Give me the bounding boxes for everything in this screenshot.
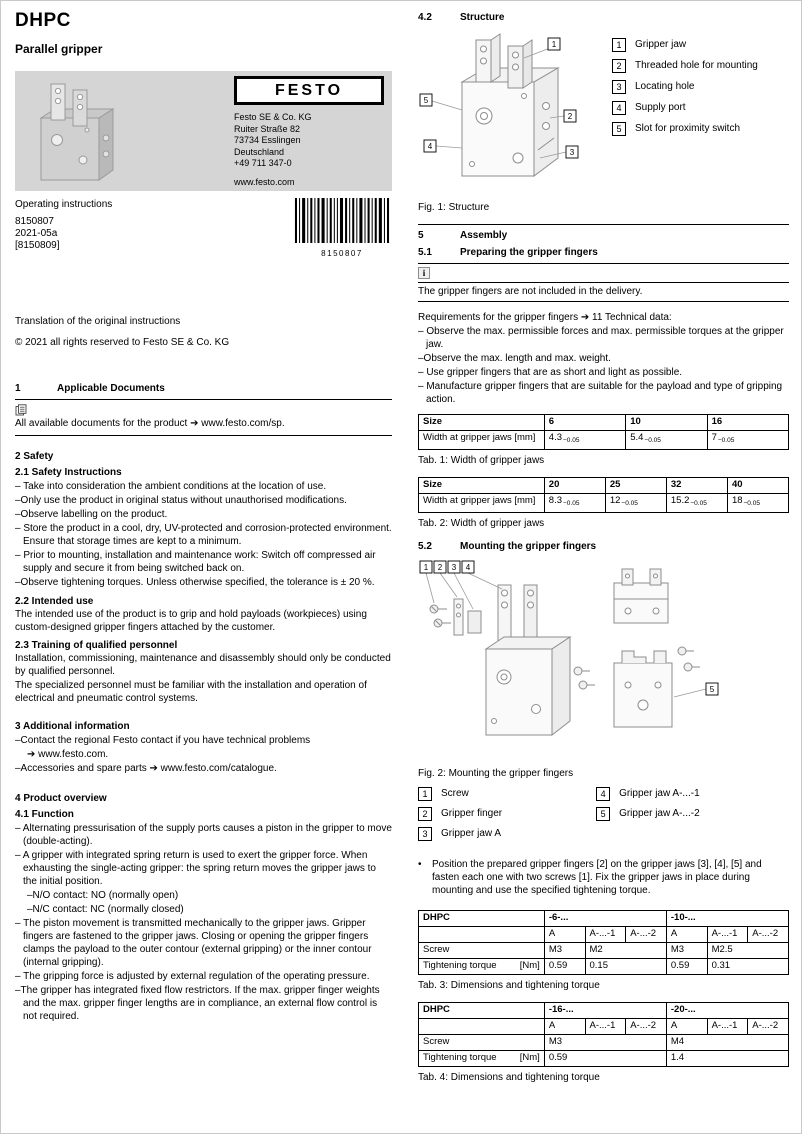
table-cell: 25	[605, 478, 666, 494]
doc-subtitle: Parallel gripper	[15, 42, 103, 56]
table-cell: Screw	[419, 943, 545, 959]
bullet-icon: •	[418, 859, 422, 870]
figure-callout: 1	[423, 563, 429, 572]
section-3-heading: 3 Additional information	[15, 721, 130, 732]
table-cell: M3	[666, 943, 707, 959]
company-address	[234, 112, 384, 170]
legend-item	[612, 101, 789, 115]
figure-1-caption: Fig. 1: Structure	[418, 202, 490, 213]
section-4-1-heading: 4.1 Function	[15, 809, 74, 820]
figure-2-legend	[418, 787, 789, 841]
order-number: 8150807	[15, 216, 54, 227]
table-cell: 20	[544, 478, 605, 494]
table-cell: M2	[585, 943, 666, 959]
requirement-item: – Manufacture gripper fingers that are suitable for the payload and type of gripping action.	[418, 381, 783, 405]
safety-instruction-item: –Observe labelling on the product.	[15, 509, 168, 520]
table-cell: 10	[626, 415, 707, 431]
barcode	[292, 198, 392, 258]
table-cell: A-...-1	[585, 927, 626, 943]
table-cell: $5.4_{-0.05}$	[626, 431, 707, 450]
requirement-item: – Observe the max. permissible forces and max. permissible torques at the gripper jaw.	[418, 326, 784, 350]
requirements-intro: Requirements for the gripper fingers ➔ 11 Technical data:	[418, 312, 672, 323]
note-text: The gripper fingers are not included in the delivery.	[418, 286, 643, 297]
table-cell: -10-...	[666, 911, 788, 927]
company-name: Festo SE & Co. KG	[234, 112, 312, 122]
address-line: +49 711 347-0	[234, 158, 292, 168]
function-item: – The piston movement is transmitted mechanically to the gripper jaws. Gripper fingers are fastened to the gripper jaws. Closing or opening the gripper fingers clamps the payload to the outer contour (external gripping) or the inner contour (internal gripping).	[15, 918, 372, 968]
table-cell: 0.31	[707, 959, 788, 975]
table-cell: DHPC	[419, 911, 545, 927]
table-cell: A-...-2	[748, 1019, 789, 1035]
table-cell: 6	[544, 415, 625, 431]
safety-instruction-item: – Take into consideration the ambient conditions at the location of use.	[15, 481, 327, 492]
section-5-heading: 5 Assembly	[418, 230, 508, 241]
safety-instruction-item: – Prior to mounting, installation and maintenance work: Switch off compressed air supply and secure it from being switched back on.	[15, 550, 376, 574]
address-line: Ruiter Straße 82	[234, 123, 301, 134]
meta-row	[15, 198, 392, 258]
table-cell: M4	[666, 1035, 788, 1051]
table-cell: $12_{-0.05}$	[605, 494, 666, 513]
function-item: –The gripper has integrated fixed flow restrictors. If the max. gripper finger weights and the max. gripper finger lengths are in compliance, an external flow control is not required.	[15, 985, 380, 1022]
figure-callout: 2	[437, 563, 443, 572]
product-header-panel	[15, 71, 392, 191]
table-1	[418, 414, 789, 450]
document-icon	[15, 404, 28, 416]
section-2-2-heading: 2.2 Intended use	[15, 596, 94, 607]
assembly-step	[418, 858, 789, 897]
section-1-heading: 1 Applicable Documents	[15, 383, 165, 394]
legend-item	[596, 787, 789, 801]
alt-order-number: [8150809]	[15, 240, 60, 251]
figure-callout: 5	[423, 96, 429, 105]
table-cell: 1.4	[666, 1051, 788, 1067]
requirement-item: – Use gripper fingers that are as short and light as possible.	[418, 367, 683, 378]
table-cell: 0.59	[544, 959, 585, 975]
copyright-note: © 2021 all rights reserved to Festo SE & Co. KG	[15, 337, 230, 348]
legend-label: Gripper jaw A-...-1	[619, 788, 700, 799]
legend-number: 1	[418, 787, 432, 801]
table-cell: [Nm] Tightening torque	[419, 959, 545, 975]
table-cell: Width at gripper jaws [mm]	[419, 431, 545, 450]
requirement-item: –Observe the max. length and max. weight.	[418, 353, 611, 364]
figure-2-caption: Fig. 2: Mounting the gripper fingers	[418, 768, 574, 779]
operating-instructions-label: Operating instructions	[15, 199, 113, 210]
table-cell: 16	[707, 415, 788, 431]
section-4-heading: 4 Product overview	[15, 793, 107, 804]
legend-label: Supply port	[635, 102, 686, 113]
legend-item	[612, 59, 789, 73]
figure-callout: 4	[427, 142, 433, 151]
brand-block	[234, 76, 384, 187]
table-4-caption: Tab. 4: Dimensions and tightening torque	[418, 1072, 600, 1083]
figure-2-drawing	[418, 559, 723, 759]
table-3	[418, 910, 789, 975]
divider	[418, 263, 789, 264]
figure-callout: 5	[709, 685, 715, 694]
legend-number: 3	[612, 80, 626, 94]
table-2	[418, 477, 789, 513]
legend-number: 5	[612, 122, 626, 136]
address-line: 73734 Esslingen	[234, 135, 301, 145]
translation-note: Translation of the original instructions	[15, 316, 181, 327]
function-sub-item: –N/C contact: NC (normally closed)	[27, 904, 184, 915]
assembly-step-text: Position the prepared gripper fingers [2] on the gripper jaws [3], [4], [5] and fasten each one with two screws [1]. Fix the gripper jaws in place during mounting and use the specified tightening torque.	[432, 859, 762, 896]
figure-1-legend	[598, 30, 789, 198]
section-2-3-heading: 2.3 Training of qualified personnel	[15, 640, 178, 651]
table-cell: 40	[727, 478, 788, 494]
divider	[418, 224, 789, 225]
legend-number: 5	[596, 807, 610, 821]
table-cell: A	[544, 927, 585, 943]
table-cell: $8.3_{-0.05}$	[544, 494, 605, 513]
applicable-docs-note: All available documents for the product ➔ www.festo.com/sp.	[15, 418, 285, 429]
festo-logo: FESTO	[234, 76, 384, 105]
legend-label: Threaded hole for mounting	[635, 60, 758, 71]
legend-item	[612, 122, 789, 136]
table-cell: A	[544, 1019, 585, 1035]
table-cell: A-...-2	[748, 927, 789, 943]
figure-1	[418, 30, 789, 198]
company-website: www.festo.com	[234, 177, 295, 187]
section-5-2-heading: 5.2 Mounting the gripper fingers	[418, 541, 597, 552]
table-cell: M3	[544, 1035, 666, 1051]
legend-number: 1	[612, 38, 626, 52]
table-cell: [Nm] Tightening torque	[419, 1051, 545, 1067]
additional-info-item: –Accessories and spare parts ➔ www.festo.com/catalogue.	[15, 763, 277, 774]
table-cell: 0.59	[666, 959, 707, 975]
additional-info-link: ➔ www.festo.com.	[27, 749, 109, 760]
table-cell: 32	[666, 478, 727, 494]
section-2-heading: 2 Safety	[15, 451, 54, 462]
function-item: – Alternating pressurisation of the supply ports causes a piston in the gripper to move (double-acting).	[15, 823, 392, 847]
figure-callout: 1	[551, 40, 557, 49]
table-cell: $15.2_{-0.05}$	[666, 494, 727, 513]
legend-number: 3	[418, 827, 432, 841]
table-cell: DHPC	[419, 1003, 545, 1019]
intended-use-text: The intended use of the product is to grip and hold payloads (workpieces) using custom-designed gripper fingers attached by the customer.	[15, 609, 367, 633]
table-2-caption: Tab. 2: Width of gripper jaws	[418, 518, 545, 529]
legend-number: 4	[596, 787, 610, 801]
safety-instruction-item: –Only use the product in original status without unauthorised modifications.	[15, 495, 347, 506]
table-cell: -16-...	[544, 1003, 666, 1019]
version: 2021-05a	[15, 228, 58, 239]
legend-label: Locating hole	[635, 81, 695, 92]
table-cell: A-...-2	[626, 1019, 667, 1035]
address-line: Deutschland	[234, 146, 285, 157]
info-icon: i	[418, 267, 430, 279]
table-cell: $7_{-0.05}$	[707, 431, 788, 450]
table-cell: Size	[419, 478, 545, 494]
table-cell: -6-...	[544, 911, 666, 927]
table-cell: A	[666, 1019, 707, 1035]
legend-number: 4	[612, 101, 626, 115]
section-5-1-heading: 5.1 Preparing the gripper fingers	[418, 247, 598, 258]
legend-label: Gripper jaw A-...-2	[619, 808, 700, 819]
section-4-2-heading: 4.2 Structure	[418, 12, 505, 23]
table-cell: Size	[419, 415, 545, 431]
legend-item	[612, 38, 789, 52]
barcode-stripes	[293, 198, 391, 243]
figure-callout: 3	[569, 148, 575, 157]
table-cell: A-...-2	[626, 927, 667, 943]
table-cell	[419, 1019, 545, 1035]
legend-item	[418, 827, 596, 841]
table-1-caption: Tab. 1: Width of gripper jaws	[418, 455, 545, 466]
additional-info-item: –Contact the regional Festo contact if you have technical problems	[15, 735, 311, 746]
legend-label: Gripper finger	[441, 808, 503, 819]
legend-label: Gripper jaw A	[441, 828, 502, 839]
legend-number: 2	[418, 807, 432, 821]
table-cell: -20-...	[666, 1003, 788, 1019]
divider	[15, 435, 392, 436]
legend-number: 2	[612, 59, 626, 73]
divider	[418, 282, 789, 283]
function-item: – A gripper with integrated spring return is used to exert the gripper force. When exhausting the single-acting gripper: the spring return moves the gripper jaws to the initial position.	[15, 850, 376, 887]
safety-instruction-item: – Store the product in a cool, dry, UV-protected and corrosion-protected environment. Ensure that storage times are kept to a minimum.	[15, 523, 392, 547]
table-cell: A	[666, 927, 707, 943]
table-cell: A-...-1	[585, 1019, 626, 1035]
table-cell: Width at gripper jaws [mm]	[419, 494, 545, 513]
legend-item	[418, 787, 596, 801]
figure-callout: 2	[567, 112, 573, 121]
legend-label: Screw	[441, 788, 469, 799]
table-cell: M3	[544, 943, 585, 959]
table-cell: A-...-1	[707, 927, 748, 943]
figure-1-drawing	[418, 30, 598, 198]
divider	[418, 301, 789, 302]
legend-label: Gripper jaw	[635, 39, 687, 50]
section-2-1-heading: 2.1 Safety Instructions	[15, 467, 122, 478]
legend-item	[418, 807, 596, 821]
legend-label: Slot for proximity switch	[635, 123, 741, 134]
training-text: The specialized personnel must be familiar with the installation and operation of electrical and pneumatic control systems.	[15, 680, 367, 704]
legend-item	[612, 80, 789, 94]
table-cell: A-...-1	[707, 1019, 748, 1035]
table-cell	[419, 927, 545, 943]
table-cell: M2.5	[707, 943, 788, 959]
table-cell: 0.15	[585, 959, 666, 975]
barcode-number: 8150807	[321, 249, 363, 258]
table-4	[418, 1002, 789, 1067]
figure-callout: 3	[451, 563, 457, 572]
doc-title: DHPC	[15, 10, 71, 31]
figure-callout: 4	[465, 563, 471, 572]
product-photo	[21, 78, 146, 188]
divider	[15, 399, 392, 400]
safety-instruction-item: –Observe tightening torques. Unless otherwise specified, the tolerance is ± 20 %.	[15, 577, 375, 588]
legend-item	[596, 807, 789, 821]
table-cell: $4.3_{-0.05}$	[544, 431, 625, 450]
table-cell: 0.59	[544, 1051, 666, 1067]
function-sub-item: –N/O contact: NO (normally open)	[27, 890, 179, 901]
training-text: Installation, commissioning, maintenance and disassembly should only be conducted by qualified personnel.	[15, 653, 391, 677]
table-cell: $18_{-0.05}$	[727, 494, 788, 513]
table-cell: Screw	[419, 1035, 545, 1051]
function-item: – The gripping force is adjusted by external regulation of the operating pressure.	[15, 971, 370, 982]
table-3-caption: Tab. 3: Dimensions and tightening torque	[418, 980, 600, 991]
